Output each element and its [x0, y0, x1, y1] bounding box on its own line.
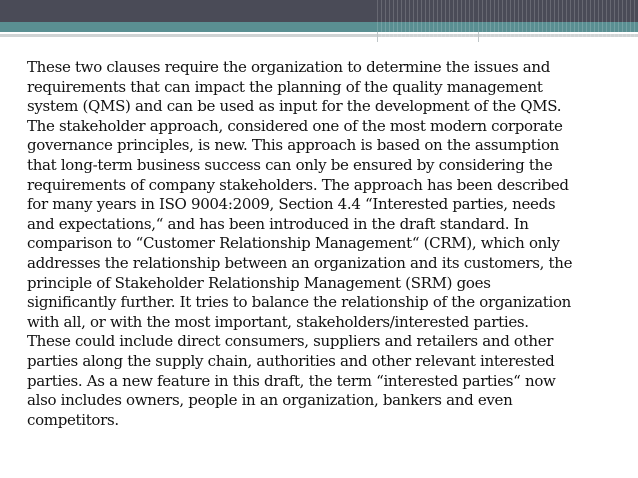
decorative-stripes-left [377, 0, 477, 40]
slide-body-text: These two clauses require the organization to determine the issues and requirements that can impact the planning of the quality management system (QMS) and can be used as input for the development of the QMS. The stakeholder approach, considered one of the most modern corporate governance principles, is new. This approach is based on the assumption that long-term business success can only be ensured by considering the requirements of company stakeholders. The approach has been described for many years in ISO 9004:2009, Section 4.4 “Interested parties, needs and expectations,“ and has been introduced in the draft standard. In comparison to “Customer Relationship Management“ (CRM), which only addresses the relationship between an organization and its customers, the principle of Stakeholder Relationship Management (SRM) goes significantly further. It tries to balance the relationship of the organization with all, or with the most important, stakeholders/interested parties. These could include direct consumers, suppliers and retailers and other parties along the supply chain, authorities and other relevant interested parties. As a new feature in this draft, the term “interested parties“ now also includes owners, people in an organization, bankers and even competitors. [27, 58, 573, 429]
decorative-divider [478, 32, 479, 42]
decorative-divider [377, 32, 378, 42]
decorative-stripes-right [478, 0, 638, 40]
